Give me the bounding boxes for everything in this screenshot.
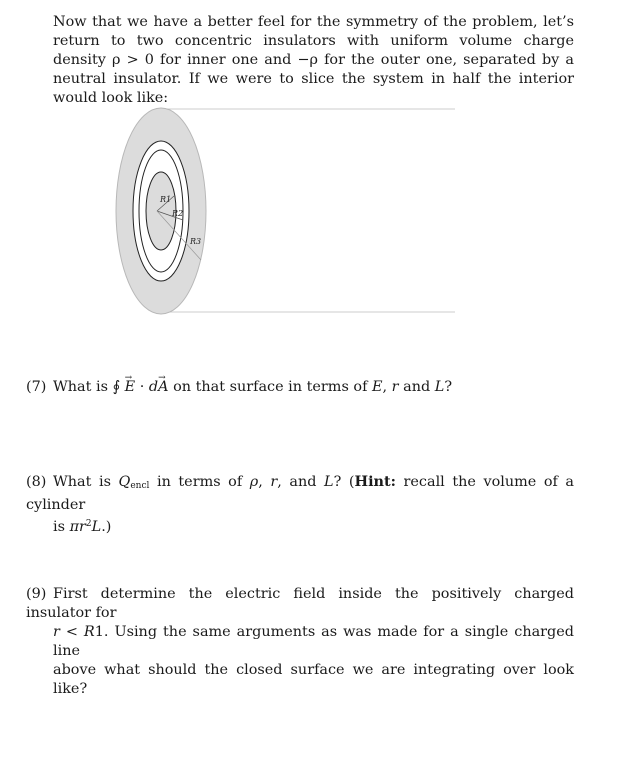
question-8-continuation	[26, 515, 574, 537]
q8-prefix: What is	[53, 474, 111, 490]
vector-e: → E	[125, 378, 136, 397]
q8-middle-text: in terms of	[156, 474, 243, 490]
question-7-number: (7)	[26, 379, 47, 395]
question-9-line-3: above what should the closed surface we are integrating over look like?	[53, 662, 574, 697]
variable-r: r	[270, 474, 278, 490]
q7-and: and	[403, 379, 431, 395]
q7-question-mark: ?	[444, 379, 453, 395]
q8-is: is	[53, 519, 65, 535]
question-7-body	[53, 379, 452, 395]
question-9-line-2	[26, 623, 574, 661]
question-7	[26, 378, 574, 397]
q8-close: .)	[101, 519, 112, 535]
hint-label: Hint:	[354, 473, 396, 490]
variable-l: L	[434, 379, 445, 395]
question-8-body: What is $Q_{encl}$ in terms of ρ, r, and L? (Hint: recall the volume of a cylinder	[26, 473, 574, 513]
closed-integral-symbol: ∮	[112, 379, 121, 395]
question-8	[26, 472, 574, 537]
question-9-line-1: First determine the electric field inside the positively charged insulator for	[26, 586, 574, 621]
intro-line-1: Now that we have a better feel for the symmetry of the problem, let’s return	[53, 14, 574, 49]
pi-r: πr	[69, 519, 86, 535]
hint-text: recall the volume of a cylinder	[26, 474, 574, 513]
variable-l-volume: L	[91, 519, 102, 535]
question-8-number: (8)	[26, 474, 47, 490]
q7-comma: ,	[382, 379, 388, 395]
intro-paragraph	[53, 13, 574, 108]
charge-q-subscript: encl	[130, 481, 150, 491]
q8-question-mark: ?	[333, 474, 342, 490]
charge-q: Q	[118, 474, 131, 490]
variable-r: r	[391, 379, 399, 395]
r-inequality: r < R	[53, 624, 95, 640]
r-one: 1	[94, 624, 104, 640]
intro-line-2: to two concentric insulators with uniform volume charge density ρ > 0 for	[53, 33, 575, 68]
q9-line-2-rest: . Using the same arguments as was made for a single charged line	[53, 624, 575, 659]
variable-l: L	[324, 474, 334, 490]
variable-rho: ρ	[249, 474, 259, 490]
exponent-2: 2	[85, 519, 92, 529]
question-9	[26, 585, 574, 699]
question-9-number: (9)	[26, 586, 47, 602]
dot-operator: ·	[139, 379, 145, 395]
vector-a: → A	[158, 378, 168, 397]
label-r1: R1	[160, 195, 172, 204]
label-r2: R2	[172, 209, 184, 218]
q7-middle-text: on that surface in terms of	[173, 379, 368, 395]
intro-line-3: inner one and −ρ for the outer one, separated by a neutral insulator. If we	[53, 52, 574, 87]
label-r3: R3	[190, 237, 202, 246]
q7-prefix: What is	[53, 379, 108, 395]
variable-e: E	[371, 379, 383, 395]
differential-d: d	[148, 379, 159, 395]
q8-and: , and	[277, 474, 317, 490]
intro-line-4: were to slice the system in half the interior would look like:	[53, 71, 574, 106]
concentric-cylinders-figure	[110, 100, 460, 322]
cylinder-cross-section-svg	[110, 100, 460, 322]
